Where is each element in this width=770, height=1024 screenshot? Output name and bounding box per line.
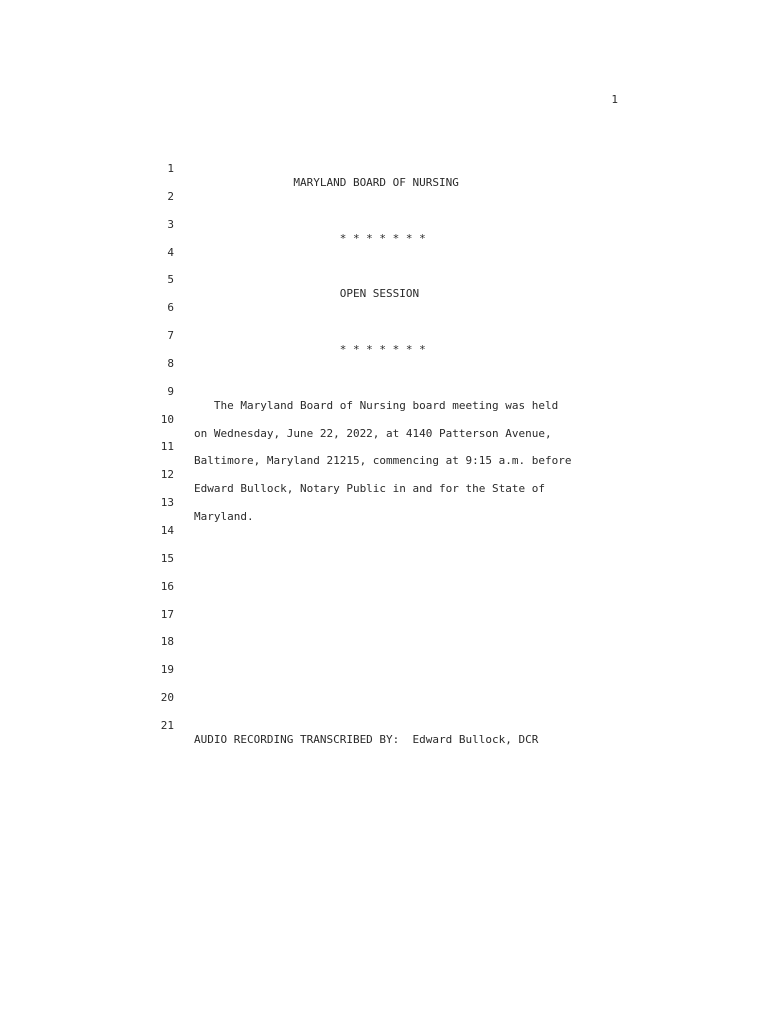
line-text: Edward Bullock, Notary Public in and for the State of bbox=[194, 482, 545, 496]
line-number: 12 bbox=[160, 468, 174, 482]
transcript-line bbox=[140, 677, 640, 705]
line-number: 8 bbox=[167, 356, 174, 370]
transcript-line bbox=[140, 510, 640, 538]
line-number: 3 bbox=[167, 217, 174, 231]
transcript-line bbox=[140, 399, 640, 440]
transcript-line bbox=[140, 594, 640, 622]
line-number: 10 bbox=[160, 412, 174, 426]
transcript-line bbox=[140, 482, 640, 524]
line-number: 5 bbox=[167, 273, 174, 287]
transcript-line bbox=[140, 176, 640, 204]
transcript-line bbox=[140, 232, 640, 260]
transcript-line bbox=[140, 371, 640, 412]
line-number: 14 bbox=[160, 523, 174, 537]
transcript-line bbox=[140, 259, 640, 301]
transcript-line bbox=[140, 705, 640, 746]
transcript-line bbox=[140, 621, 640, 649]
line-number: 11 bbox=[160, 440, 174, 454]
line-number: 16 bbox=[160, 579, 174, 593]
line-number: 18 bbox=[160, 635, 174, 649]
line-text: Maryland. bbox=[194, 510, 254, 524]
line-number: 20 bbox=[160, 691, 174, 705]
page-number: 1 bbox=[611, 93, 618, 106]
line-text: MARYLAND BOARD OF NURSING bbox=[194, 176, 459, 189]
line-number: 19 bbox=[160, 663, 174, 677]
transcript-line bbox=[140, 315, 640, 357]
line-text: OPEN SESSION bbox=[194, 287, 420, 301]
transcript-line bbox=[140, 649, 640, 677]
line-number: 21 bbox=[160, 718, 174, 732]
transcript-body bbox=[140, 148, 640, 746]
line-number: 15 bbox=[160, 551, 174, 565]
transcript-line bbox=[140, 566, 640, 594]
line-number: 2 bbox=[167, 189, 174, 203]
line-number: 1 bbox=[167, 162, 174, 175]
line-text: on Wednesday, June 22, 2022, at 4140 Patterson Avenue, bbox=[194, 426, 552, 440]
transcript-line bbox=[140, 538, 640, 566]
line-number: 4 bbox=[167, 245, 174, 259]
line-number: 13 bbox=[160, 496, 174, 510]
line-text: Baltimore, Maryland 21215, commencing at 9:15 a.m. before bbox=[194, 454, 572, 468]
line-number: 17 bbox=[160, 607, 174, 621]
transcript-line bbox=[140, 426, 640, 468]
transcript-line bbox=[140, 454, 640, 496]
transcript-line bbox=[140, 204, 640, 245]
transcript-line bbox=[140, 148, 640, 189]
line-number: 7 bbox=[167, 329, 174, 343]
line-text: AUDIO RECORDING TRANSCRIBED BY: Edward Bullock, DCR bbox=[194, 732, 539, 746]
line-text: * * * * * * * bbox=[194, 231, 426, 245]
line-text: * * * * * * * bbox=[194, 343, 426, 357]
transcript-line bbox=[140, 287, 640, 315]
line-number: 9 bbox=[167, 384, 174, 398]
line-text: The Maryland Board of Nursing board meeting was held bbox=[194, 398, 559, 412]
transcript-line bbox=[140, 343, 640, 371]
line-number: 6 bbox=[167, 301, 174, 315]
